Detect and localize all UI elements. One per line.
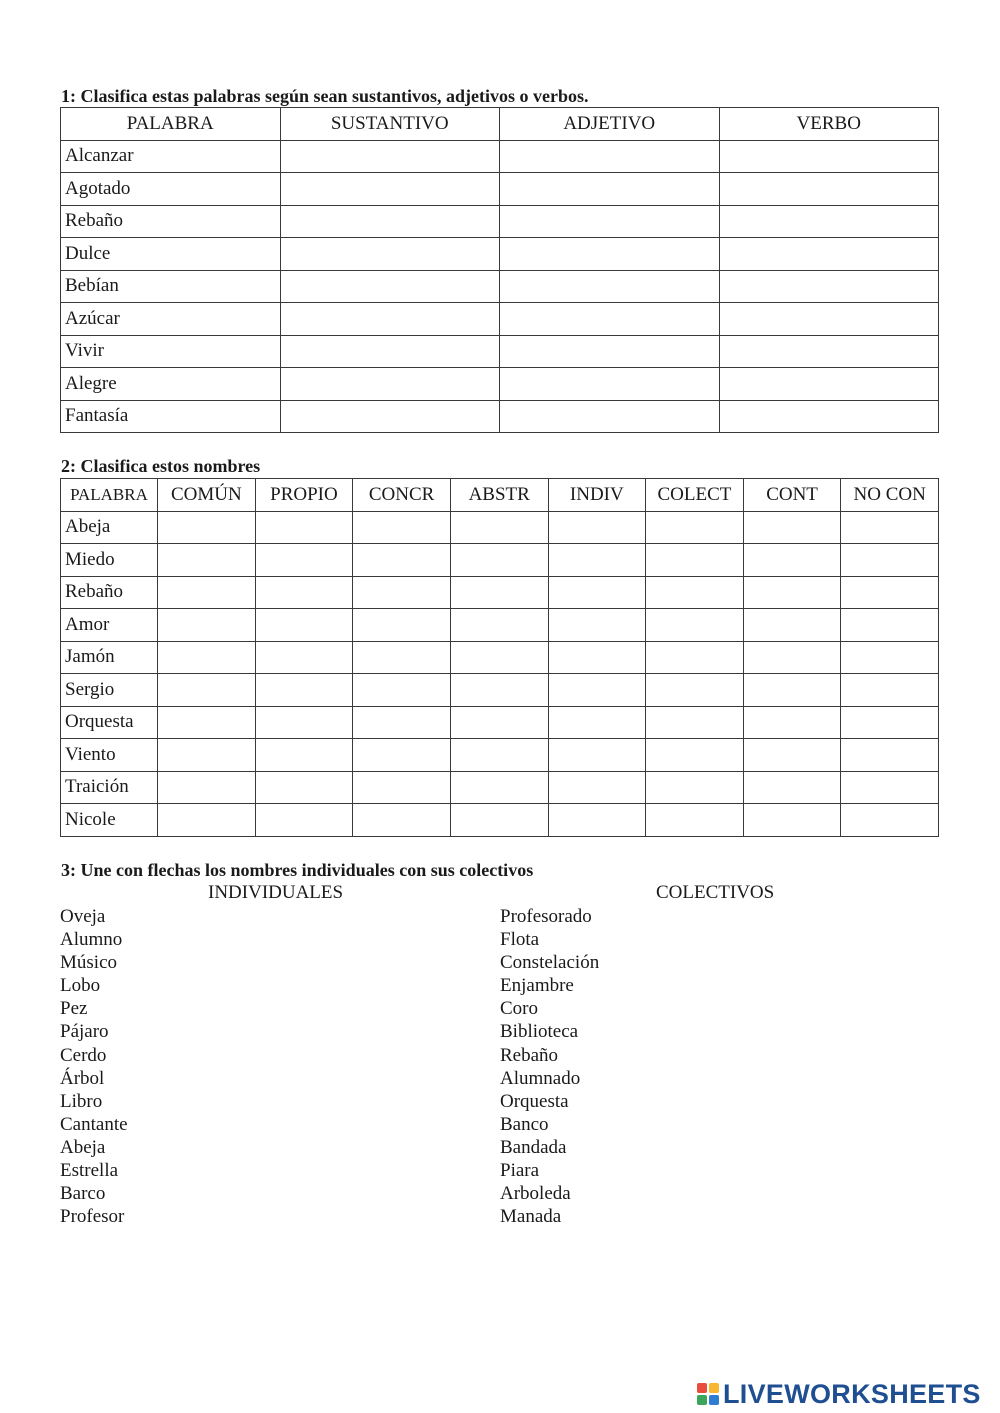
answer-cell[interactable] — [841, 609, 939, 642]
answer-cell[interactable] — [646, 511, 744, 544]
answer-cell[interactable] — [280, 303, 500, 336]
colectivo-item[interactable]: Constelación — [500, 952, 600, 974]
answer-cell[interactable] — [158, 771, 256, 804]
answer-cell[interactable] — [353, 641, 451, 674]
answer-cell[interactable] — [743, 544, 841, 577]
answer-cell[interactable] — [548, 674, 646, 707]
answer-cell[interactable] — [255, 609, 353, 642]
answer-cell[interactable] — [255, 674, 353, 707]
answer-cell[interactable] — [280, 140, 500, 173]
answer-cell[interactable] — [841, 674, 939, 707]
answer-cell[interactable] — [646, 674, 744, 707]
answer-cell[interactable] — [158, 609, 256, 642]
colectivo-item[interactable]: Arboleda — [500, 1183, 571, 1205]
answer-cell[interactable] — [646, 706, 744, 739]
colectivo-item[interactable]: Enjambre — [500, 975, 574, 997]
table-row — [61, 576, 939, 609]
table-row — [61, 739, 939, 772]
table-row — [61, 674, 939, 707]
table-1-header-cell: PALABRA — [61, 108, 281, 141]
colectivo-item[interactable]: Coro — [500, 998, 538, 1020]
word-cell: Nicole — [61, 804, 158, 837]
answer-cell[interactable] — [719, 335, 939, 368]
answer-cell[interactable] — [353, 804, 451, 837]
answer-cell[interactable] — [548, 739, 646, 772]
table-2-header-cell: INDIV — [548, 479, 646, 512]
table-row — [61, 238, 939, 271]
table-2-header-cell: COMÚN — [158, 479, 256, 512]
answer-cell[interactable] — [158, 706, 256, 739]
answer-cell[interactable] — [841, 804, 939, 837]
table-2-header-cell: NO CON — [841, 479, 939, 512]
answer-cell[interactable] — [548, 609, 646, 642]
individual-item[interactable]: Abeja — [60, 1136, 106, 1158]
answer-cell[interactable] — [353, 511, 451, 544]
answer-cell[interactable] — [353, 674, 451, 707]
answer-cell[interactable] — [646, 609, 744, 642]
colectivo-item[interactable]: Flota — [500, 929, 540, 951]
word-cell: Fantasía — [61, 400, 281, 433]
table-2-header-cell: COLECT — [646, 479, 744, 512]
individual-item[interactable]: Alumno — [60, 929, 123, 951]
colectivo-item[interactable]: Alumnado — [500, 1067, 581, 1089]
word-cell: Bebían — [61, 270, 281, 303]
word-cell: Jamón — [61, 641, 158, 674]
individual-item[interactable]: Pájaro — [60, 1021, 109, 1043]
answer-cell[interactable] — [280, 205, 500, 238]
answer-cell[interactable] — [719, 270, 939, 303]
answer-cell[interactable] — [548, 771, 646, 804]
logo-mark-icon — [697, 1383, 719, 1405]
table-2-header-cell: PROPIO — [255, 479, 353, 512]
word-cell: Amor — [61, 609, 158, 642]
answer-cell[interactable] — [255, 544, 353, 577]
individuales-list — [60, 905, 128, 1228]
word-cell: Traición — [61, 771, 158, 804]
answer-cell[interactable] — [450, 511, 548, 544]
colectivo-item[interactable]: Piara — [500, 1160, 540, 1182]
individual-item[interactable]: Músico — [60, 952, 117, 974]
answer-cell[interactable] — [548, 511, 646, 544]
word-cell: Miedo — [61, 544, 158, 577]
table-row — [61, 544, 939, 577]
answer-cell[interactable] — [450, 771, 548, 804]
answer-cell[interactable] — [255, 771, 353, 804]
answer-cell[interactable] — [841, 641, 939, 674]
table-row — [61, 205, 939, 238]
answer-cell[interactable] — [719, 400, 939, 433]
answer-cell[interactable] — [158, 511, 256, 544]
answer-cell[interactable] — [280, 400, 500, 433]
individual-item[interactable]: Cerdo — [60, 1044, 107, 1066]
individual-item[interactable]: Estrella — [60, 1160, 119, 1182]
answer-cell[interactable] — [548, 544, 646, 577]
answer-cell[interactable] — [450, 706, 548, 739]
answer-cell[interactable] — [719, 140, 939, 173]
answer-cell[interactable] — [158, 739, 256, 772]
colectivo-item[interactable]: Profesorado — [500, 906, 592, 927]
colectivos-heading: COLECTIVOS — [656, 882, 775, 903]
word-cell: Alegre — [61, 368, 281, 401]
answer-cell[interactable] — [548, 706, 646, 739]
answer-cell[interactable] — [450, 804, 548, 837]
word-cell: Agotado — [61, 173, 281, 206]
colectivo-item[interactable]: Rebaño — [500, 1044, 559, 1066]
answer-cell[interactable] — [548, 804, 646, 837]
answer-cell[interactable] — [500, 270, 720, 303]
answer-cell[interactable] — [280, 368, 500, 401]
table-row — [61, 270, 939, 303]
answer-cell[interactable] — [841, 739, 939, 772]
answer-cell[interactable] — [719, 303, 939, 336]
table-row — [61, 173, 939, 206]
word-cell: Dulce — [61, 238, 281, 271]
answer-cell[interactable] — [646, 544, 744, 577]
colectivo-item[interactable]: Orquesta — [500, 1090, 569, 1112]
answer-cell[interactable] — [743, 674, 841, 707]
table-row — [61, 303, 939, 336]
answer-cell[interactable] — [646, 576, 744, 609]
answer-cell[interactable] — [353, 739, 451, 772]
answer-cell[interactable] — [353, 576, 451, 609]
answer-cell[interactable] — [158, 544, 256, 577]
answer-cell[interactable] — [743, 641, 841, 674]
answer-cell[interactable] — [450, 641, 548, 674]
answer-cell[interactable] — [280, 238, 500, 271]
individual-item[interactable]: Profesor — [60, 1206, 125, 1228]
word-cell: Abeja — [61, 511, 158, 544]
classification-table-1 — [60, 107, 939, 433]
table-2-header-cell: CONT — [743, 479, 841, 512]
individual-item[interactable]: Árbol — [60, 1067, 105, 1089]
answer-cell[interactable] — [646, 739, 744, 772]
answer-cell[interactable] — [353, 771, 451, 804]
answer-cell[interactable] — [255, 739, 353, 772]
individual-item[interactable]: Cantante — [60, 1113, 128, 1135]
individual-item[interactable]: Barco — [60, 1183, 106, 1205]
answer-cell[interactable] — [646, 641, 744, 674]
answer-cell[interactable] — [548, 576, 646, 609]
answer-cell[interactable] — [500, 238, 720, 271]
answer-cell[interactable] — [280, 173, 500, 206]
table-2-header-cell: CONCR — [353, 479, 451, 512]
answer-cell[interactable] — [255, 511, 353, 544]
answer-cell[interactable] — [646, 771, 744, 804]
answer-cell[interactable] — [158, 804, 256, 837]
answer-cell[interactable] — [450, 544, 548, 577]
individuales-heading: INDIVIDUALES — [208, 882, 344, 903]
answer-cell[interactable] — [500, 335, 720, 368]
answer-cell[interactable] — [353, 706, 451, 739]
answer-cell[interactable] — [743, 771, 841, 804]
section-1-title: 1: Clasifica estas palabras según sean sustantivos, adjetivos o verbos. — [61, 86, 589, 106]
word-cell: Azúcar — [61, 303, 281, 336]
liveworksheets-logo — [697, 1378, 981, 1410]
answer-cell[interactable] — [548, 641, 646, 674]
table-row — [61, 140, 939, 173]
table-2-header-cell: ABSTR — [450, 479, 548, 512]
answer-cell[interactable] — [450, 609, 548, 642]
table-1-header-cell: ADJETIVO — [500, 108, 720, 141]
individual-item[interactable]: Oveja — [60, 906, 106, 927]
answer-cell[interactable] — [841, 511, 939, 544]
answer-cell[interactable] — [841, 544, 939, 577]
table-row — [61, 641, 939, 674]
answer-cell[interactable] — [450, 739, 548, 772]
answer-cell[interactable] — [158, 674, 256, 707]
answer-cell[interactable] — [255, 804, 353, 837]
section-2-title: 2: Clasifica estos nombres — [61, 456, 261, 476]
logo-text: LIVEWORKSHEETS — [723, 1378, 981, 1409]
table-row — [61, 335, 939, 368]
individual-item[interactable]: Libro — [60, 1090, 103, 1112]
answer-cell[interactable] — [500, 173, 720, 206]
word-cell: Alcanzar — [61, 140, 281, 173]
colectivos-list — [500, 905, 599, 1228]
answer-cell[interactable] — [500, 205, 720, 238]
answer-cell[interactable] — [646, 804, 744, 837]
answer-cell[interactable] — [353, 544, 451, 577]
answer-cell[interactable] — [743, 804, 841, 837]
table-2-header-cell: PALABRA — [61, 479, 158, 512]
answer-cell[interactable] — [255, 706, 353, 739]
word-cell: Viento — [61, 739, 158, 772]
answer-cell[interactable] — [719, 368, 939, 401]
word-cell: Orquesta — [61, 706, 158, 739]
answer-cell[interactable] — [743, 511, 841, 544]
answer-cell[interactable] — [500, 303, 720, 336]
answer-cell[interactable] — [280, 335, 500, 368]
table-row — [61, 368, 939, 401]
table-2-header-row — [61, 479, 939, 512]
answer-cell[interactable] — [743, 609, 841, 642]
individual-item[interactable]: Lobo — [60, 975, 101, 997]
answer-cell[interactable] — [500, 368, 720, 401]
table-row — [61, 771, 939, 804]
classification-table-2 — [60, 478, 939, 837]
table-1-header-row — [61, 108, 939, 141]
answer-cell[interactable] — [450, 576, 548, 609]
answer-cell[interactable] — [255, 641, 353, 674]
table-row — [61, 804, 939, 837]
colectivo-item[interactable]: Manada — [500, 1206, 562, 1228]
answer-cell[interactable] — [280, 270, 500, 303]
section-3-title: 3: Une con flechas los nombres individuales con sus colectivos — [61, 860, 534, 880]
word-cell: Sergio — [61, 674, 158, 707]
answer-cell[interactable] — [841, 771, 939, 804]
answer-cell[interactable] — [353, 609, 451, 642]
answer-cell[interactable] — [500, 400, 720, 433]
answer-cell[interactable] — [719, 238, 939, 271]
answer-cell[interactable] — [158, 641, 256, 674]
answer-cell[interactable] — [719, 205, 939, 238]
answer-cell[interactable] — [500, 140, 720, 173]
table-row — [61, 609, 939, 642]
table-row — [61, 511, 939, 544]
answer-cell[interactable] — [158, 576, 256, 609]
answer-cell[interactable] — [743, 576, 841, 609]
answer-cell[interactable] — [450, 674, 548, 707]
table-1-header-cell: VERBO — [719, 108, 939, 141]
word-cell: Rebaño — [61, 576, 158, 609]
answer-cell[interactable] — [841, 706, 939, 739]
individual-item[interactable]: Pez — [60, 998, 88, 1020]
answer-cell[interactable] — [743, 739, 841, 772]
answer-cell[interactable] — [743, 706, 841, 739]
table-row — [61, 400, 939, 433]
colectivo-item[interactable]: Banco — [500, 1113, 549, 1135]
table-1-header-cell: SUSTANTIVO — [280, 108, 500, 141]
answer-cell[interactable] — [719, 173, 939, 206]
word-cell: Vivir — [61, 335, 281, 368]
word-cell: Rebaño — [61, 205, 281, 238]
answer-cell[interactable] — [255, 576, 353, 609]
colectivo-item[interactable]: Bandada — [500, 1136, 567, 1158]
colectivo-item[interactable]: Biblioteca — [500, 1021, 579, 1043]
answer-cell[interactable] — [841, 576, 939, 609]
table-row — [61, 706, 939, 739]
